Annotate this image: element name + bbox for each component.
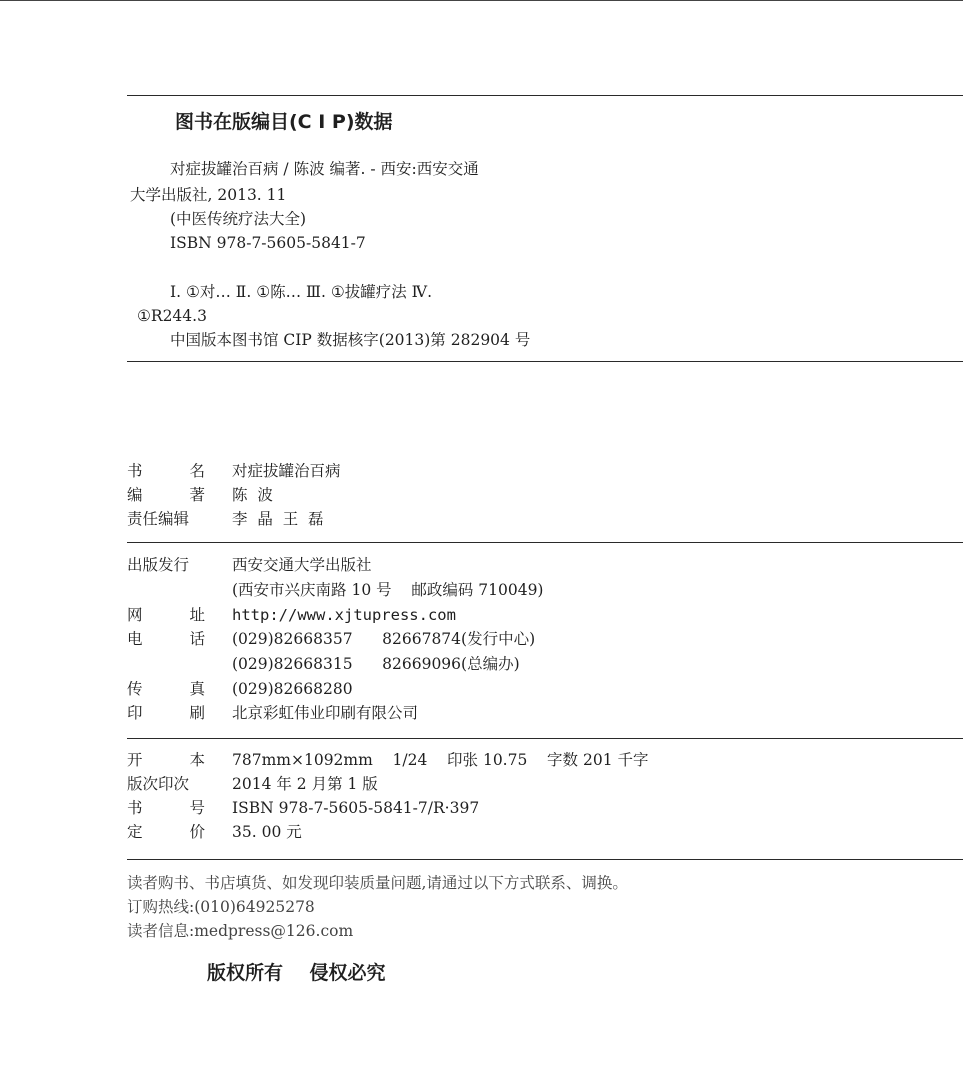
isbn-value: ISBN 978-7-5605-5841-7/R·397 <box>232 799 480 817</box>
format-value: 787mm×1092mm 1/24 印张 10.75 字数 201 千字 <box>232 751 649 769</box>
phone-value-2: (029)82668315 82669096(总编办) <box>232 655 520 673</box>
website-label: 网 址 <box>127 606 205 624</box>
order-hotline: 订购热线:(010)64925278 <box>127 898 315 916</box>
publisher-label: 出版发行 <box>127 556 190 574</box>
printer-label: 印 刷 <box>127 704 205 722</box>
fax-value: (029)82668280 <box>232 680 353 698</box>
printer-value: 北京彩虹伟业印刷有限公司 <box>232 704 419 722</box>
editor-label: 责任编辑 <box>127 510 190 528</box>
title-label: 书 名 <box>127 462 205 480</box>
cip-isbn-line: ISBN 978-7-5605-5841-7 <box>170 234 366 252</box>
cip-heading: 图书在版编目(C I P)数据 <box>175 111 393 133</box>
cip-publisher-line: 大学出版社, 2013. 11 <box>130 186 287 204</box>
author-value: 陈 波 <box>232 486 273 504</box>
isbn-label: 书 号 <box>127 799 205 817</box>
phone-label: 电 话 <box>127 630 205 648</box>
format-label: 开 本 <box>127 751 205 769</box>
cip-title-line: 对症拔罐治百病 / 陈波 编著. - 西安:西安交通 <box>170 160 479 178</box>
price-label: 定 价 <box>127 823 205 841</box>
reader-info-email: 读者信息:medpress@126.com <box>127 922 354 940</box>
cip-series-line: (中医传统疗法大全) <box>170 210 307 228</box>
cip-bottom-rule <box>127 361 963 362</box>
title-value: 对症拔罐治百病 <box>232 462 341 480</box>
editor-value: 李 晶 王 磊 <box>232 510 324 528</box>
website-value: http://www.xjtupress.com <box>232 606 456 624</box>
book-info-rule <box>127 542 963 543</box>
publisher-address: (西安市兴庆南路 10 号 邮政编码 710049) <box>232 581 544 599</box>
specs-rule <box>127 859 963 860</box>
phone-value-1: (029)82668357 82667874(发行中心) <box>232 630 536 648</box>
cip-classification-code: ①R244.3 <box>137 307 207 325</box>
cip-classification-line: Ⅰ. ①对… Ⅱ. ①陈… Ⅲ. ①拔罐疗法 Ⅳ. <box>170 283 433 301</box>
author-label: 编 著 <box>127 486 205 504</box>
reader-notice: 读者购书、书店填货、如发现印装质量问题,请通过以下方式联系、调换。 <box>127 874 628 892</box>
copyright-notice: 版权所有 侵权必究 <box>207 962 386 984</box>
cip-top-rule <box>127 95 963 96</box>
edition-label: 版次印次 <box>127 775 190 793</box>
publisher-value: 西安交通大学出版社 <box>232 556 372 574</box>
top-edge-line <box>0 0 963 1</box>
edition-value: 2014 年 2 月第 1 版 <box>232 775 378 793</box>
cip-record-number: 中国版本图书馆 CIP 数据核字(2013)第 282904 号 <box>170 331 531 349</box>
publish-info-rule <box>127 738 963 739</box>
fax-label: 传 真 <box>127 680 205 698</box>
price-value: 35. 00 元 <box>232 823 302 841</box>
